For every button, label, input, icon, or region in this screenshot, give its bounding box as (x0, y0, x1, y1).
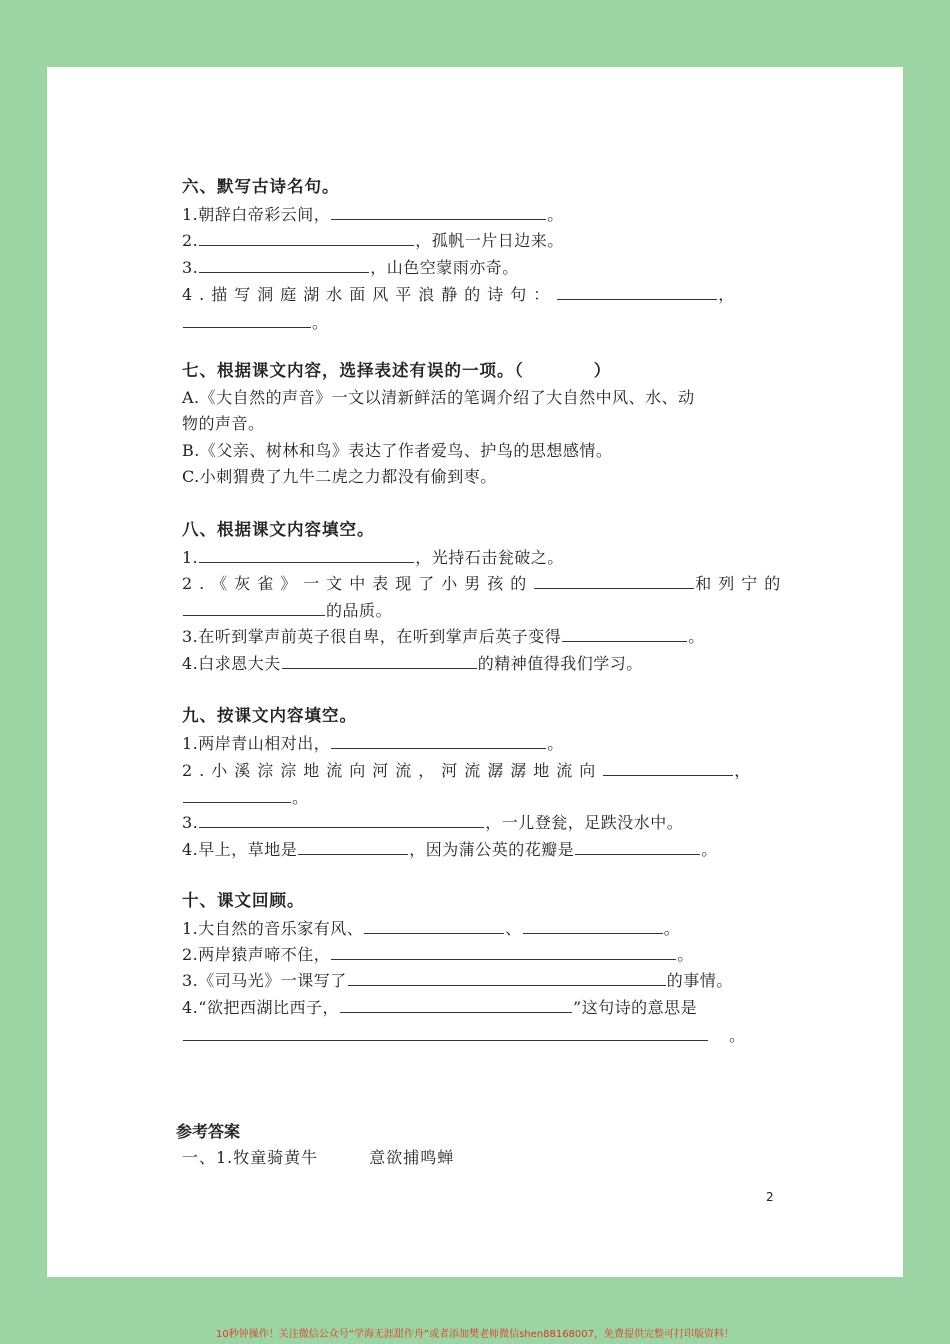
blank[interactable] (348, 970, 666, 986)
section-10-title: 十、课文回顾。 (182, 891, 305, 910)
sec6-q2: 2. ，孤帆一片日边来。 (182, 231, 564, 250)
blank[interactable] (183, 787, 291, 803)
sec10-q2: 2.两岸猿声啼不住， 。 (182, 945, 694, 964)
blank[interactable] (282, 653, 477, 669)
blank[interactable] (340, 997, 572, 1013)
answers-line: 一、1.牧童骑黄牛 意欲捕鸣蝉 (182, 1148, 455, 1167)
blank[interactable] (298, 839, 408, 855)
sec6-q3: 3. ，山色空蒙雨亦奇。 (182, 258, 519, 277)
sec10-q4: 4.“欲把西湖比西子， ”这句诗的意思是 (182, 998, 698, 1017)
sec8-q2: 2.《灰雀》一文中表现了小男孩的 和列宁的 (182, 574, 788, 593)
blank[interactable] (331, 733, 546, 749)
sec7-option-a: A.《大自然的声音》一文以清新鲜活的笔调介绍了大自然中风、水、动 (182, 388, 695, 407)
blank[interactable] (575, 839, 700, 855)
section-9-title: 九、按课文内容填空。 (182, 706, 357, 725)
sec9-q1: 1.两岸青山相对出， 。 (182, 734, 564, 753)
blank[interactable] (562, 626, 687, 642)
blank[interactable] (199, 257, 369, 273)
sec6-q4-cont: 。 (182, 312, 329, 333)
sec9-q2: 2.小溪淙淙地流向河流，河流潺潺地流向 ， (182, 761, 751, 780)
blank[interactable] (199, 230, 414, 246)
answers-title: 参考答案 (176, 1122, 241, 1141)
sec10-q3: 3.《司马光》一课写了 的事情。 (182, 971, 733, 990)
blank[interactable] (183, 600, 325, 616)
footer-banner: 10秒钟操作！关注微信公众号“学海无涯甜作舟”或者添加樊老师微信shen88168007，免费提供完整可打印版资料！ (215, 1329, 735, 1340)
blank[interactable] (557, 284, 717, 300)
sec8-q1: 1. ，光持石击瓮破之。 (182, 548, 564, 567)
blank[interactable] (603, 760, 733, 776)
blank[interactable] (523, 918, 663, 934)
sec7-option-c: C.小刺猬费了九牛二虎之力都没有偷到枣。 (182, 467, 497, 486)
page-number: 2 (766, 1190, 774, 1204)
blank[interactable] (199, 812, 484, 828)
sec9-q4: 4.早上，草地是 ，因为蒲公英的花瓣是 。 (182, 840, 718, 859)
blank[interactable] (183, 1025, 708, 1041)
sec8-q2-cont: 的品质。 (182, 600, 392, 621)
sec10-q1: 1.大自然的音乐家有风、 、 。 (182, 919, 681, 938)
blank[interactable] (331, 204, 546, 220)
section-7-title: 七、根据课文内容，选择表述有误的一项。（ ） (182, 361, 612, 380)
sec6-q4: 4.描写洞庭湖水面风平浪静的诗句： ， (182, 285, 735, 304)
blank[interactable] (364, 918, 504, 934)
blank[interactable] (199, 547, 414, 563)
blank[interactable] (331, 944, 676, 960)
sec9-q3: 3. ，一儿登瓮，足跌没水中。 (182, 813, 684, 832)
blank[interactable] (534, 573, 694, 589)
sec8-q3: 3.在听到掌声前英子很自卑，在听到掌声后英子变得 。 (182, 627, 705, 646)
sec6-q1: 1.朝辞白帝彩云间， 。 (182, 205, 564, 224)
sec8-q4: 4.白求恩大夫 的精神值得我们学习。 (182, 654, 643, 673)
sec9-q2-cont: 。 (182, 787, 309, 808)
sec7-option-a-cont: 物的声音。 (182, 414, 265, 433)
sec7-option-b: B.《父亲、树林和鸟》表达了作者爱鸟、护鸟的思想感情。 (182, 441, 613, 460)
section-6-title: 六、默写古诗名句。 (182, 177, 340, 196)
blank[interactable] (183, 312, 311, 328)
sec10-q4-cont: 。 (182, 1025, 746, 1046)
section-8-title: 八、根据课文内容填空。 (182, 520, 375, 539)
